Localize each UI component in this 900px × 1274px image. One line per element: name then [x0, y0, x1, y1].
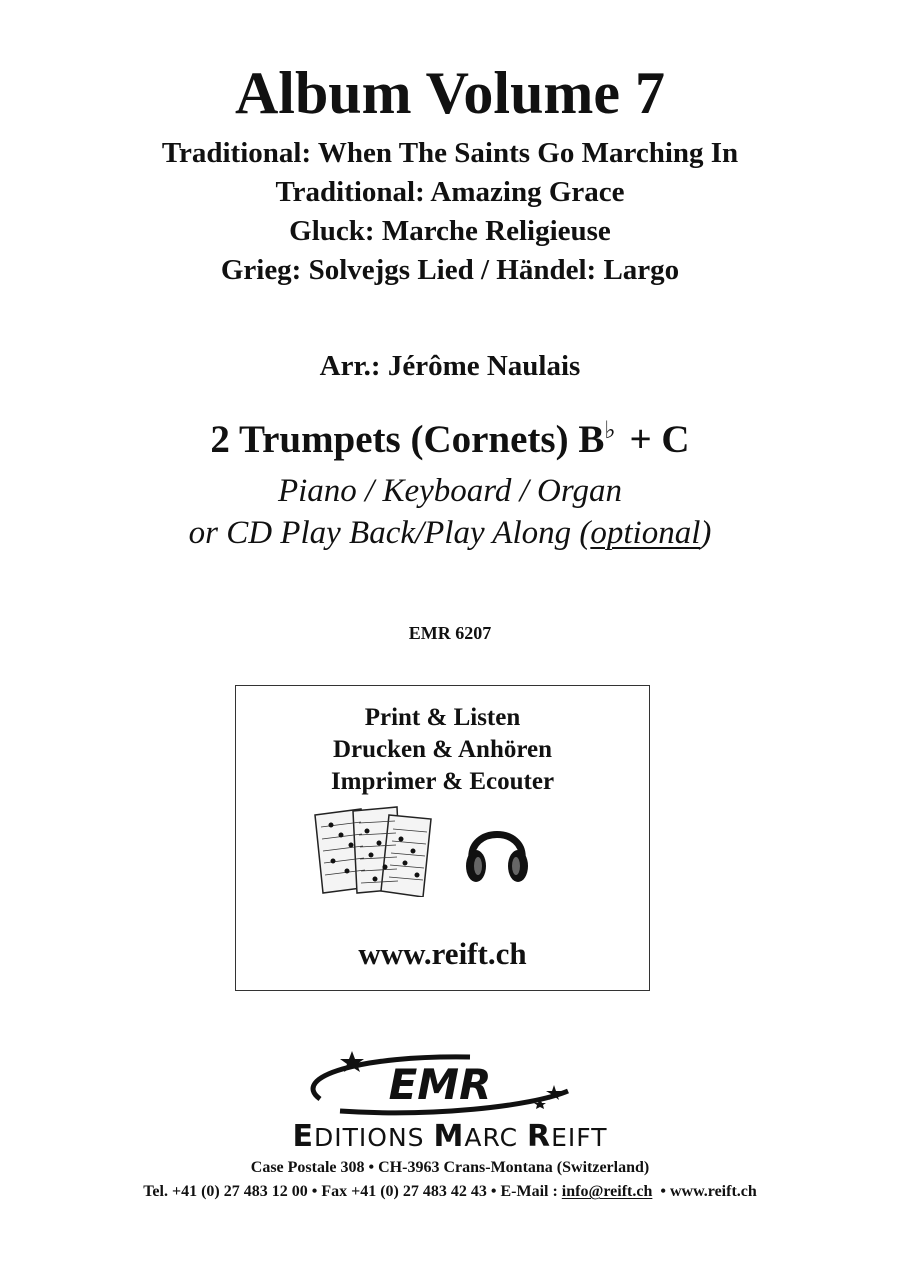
sheet-music-icon: [309, 805, 437, 897]
emr-logo: [290, 1047, 590, 1119]
headphones-icon: [462, 816, 532, 888]
contact-phone-fax: Tel. +41 (0) 27 483 12 00 • Fax +41 (0) 27 483 42 43 • E-Mail :: [143, 1183, 562, 1200]
piece-4: Grieg: Solvejgs Lied / Händel: Largo: [220, 254, 680, 286]
piece-2: Traditional: Amazing Grace: [275, 176, 625, 208]
accompaniment-line-2-end: ): [700, 515, 712, 551]
accompaniment-line-1: Piano / Keyboard / Organ: [277, 473, 623, 509]
catalog-number: EMR 6207: [408, 623, 492, 643]
email-link[interactable]: info@reift.ch: [561, 1183, 653, 1200]
piece-1: Traditional: When The Saints Go Marching In: [161, 137, 739, 169]
box-line-german: Drucken & Anhören: [332, 736, 552, 763]
piece-3: Gluck: Marche Religieuse: [289, 215, 611, 247]
brand-initial-e: E: [292, 1119, 315, 1154]
optional-text: optional: [590, 515, 701, 551]
brand-rest-r: EIFT: [551, 1123, 608, 1152]
accompaniment-line-2: [0, 512, 900, 554]
brand-rest-m: ARC: [464, 1123, 527, 1152]
brand-rest-e: DITIONS: [314, 1123, 434, 1152]
accompaniment-line-2-start: or CD Play Back/Play Along (: [188, 515, 591, 551]
instrumentation-suffix: + C: [619, 418, 690, 461]
instrumentation: [0, 416, 900, 464]
instrumentation-prefix: 2 Trumpets (Cornets) B: [210, 418, 605, 461]
brand-initial-r: R: [526, 1119, 552, 1154]
brand-initial-m: M: [433, 1119, 465, 1154]
publisher-name: [0, 1119, 900, 1154]
box-url: www.reift.ch: [358, 936, 527, 971]
publisher-contact: [0, 1181, 900, 1203]
album-title: Album Volume 7: [234, 60, 666, 126]
box-line-english: Print & Listen: [364, 704, 521, 731]
publisher-address: Case Postale 308 • CH-3963 Crans-Montana (Switzerland): [250, 1159, 650, 1176]
logo-text: EMR: [388, 1060, 492, 1109]
print-listen-box: [235, 685, 650, 991]
flat-sign: ♭: [604, 418, 616, 444]
box-line-french: Imprimer & Ecouter: [330, 768, 555, 795]
contact-website: • www.reift.ch: [652, 1183, 757, 1200]
arranger: Arr.: Jérôme Naulais: [319, 350, 581, 382]
